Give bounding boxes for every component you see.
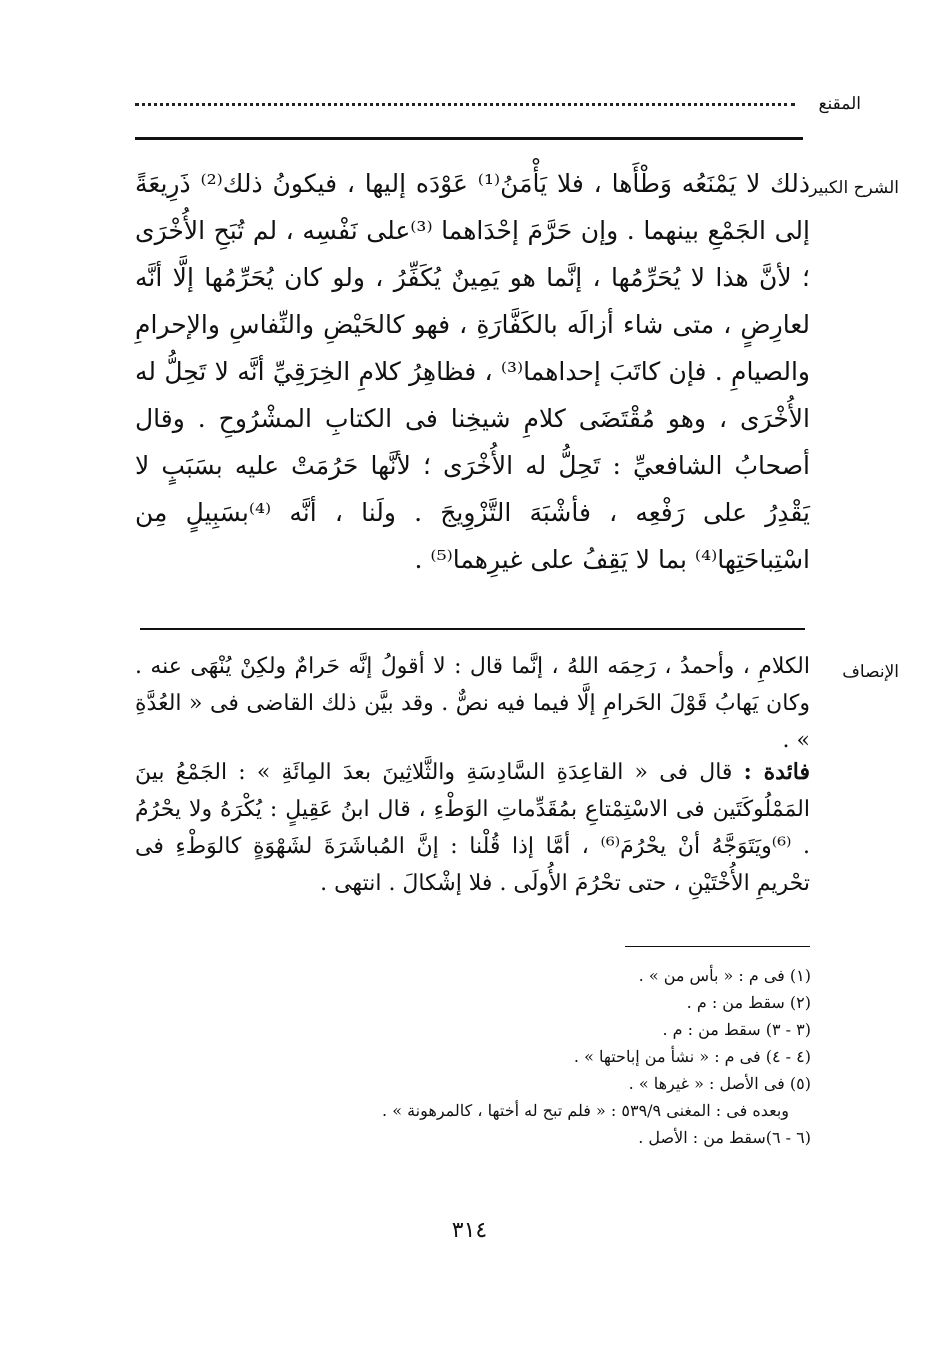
footnote-rule: [625, 946, 810, 947]
footnotes: [251, 962, 811, 1151]
header-dotted-leader: [135, 103, 795, 106]
section-label-sharh: الشرح الكبير: [809, 178, 899, 198]
footnote: (٤ - ٤) فى م : « نشأ من إباحتها » .: [573, 1047, 811, 1066]
fawaid-body: [135, 754, 810, 902]
footnote: (٣ - ٣) سقط من : م .: [662, 1020, 811, 1039]
footnote: (١) فى م : « بأس من » .: [638, 966, 811, 985]
header-rule: [135, 137, 803, 140]
insaf-paragraph: الكلامِ ، وأحمدُ ، رَحِمَه اللهُ ، إنَّما قال : لا أقولُ إنَّه حَرامٌ ولكِنْ يُنْهَى عنه . وكان يَهابُ قَوْلَ الحَرامِ إلَّا فيما فيه نصٌّ . وقد بيَّن ذلك القاضى فى « العُدَّةِ » .: [135, 654, 810, 753]
section-divider: [140, 628, 805, 630]
footnote: (٦ - ٦)سقط من : الأصل .: [638, 1128, 811, 1147]
fawaid-text: قال فى « القاعِدَةِ السَّادِسَةِ والثَّلاثِينَ بعدَ المِائَةِ » : الجَمْعُ بينَ المَمْلُوكَتَين فى الاسْتِمْتاعِ بمُقَدِّماتِ الوَطْءِ ، قال ابنُ عَقِيلٍ : يُكْرَهُ ولا يحْرُمُ . ⁽⁶⁾ويَتَوَجَّهُ أنْ يحْرُمَ⁽⁶⁾ ، أمَّا إذا قُلْنا : إنَّ المُباشَرَةَ لشَهْوَةٍ كالوَطْءِ فى تحْريمِ الأُخْتَيْنِ ، حتى تحْرُمَ الأُولَى . فلا إشْكالَ . انتهى .: [135, 760, 810, 896]
sharh-body: [135, 160, 810, 583]
section-label-insaf: الإنصاف: [842, 662, 899, 682]
fawaid-label: فائدة :: [743, 759, 811, 785]
fawaid-paragraph: [135, 754, 810, 902]
footnote: وبعده فى : المغنى ٥٣٩/٩ : « فلم تبح له أختها ، كالمرهونة » .: [382, 1101, 789, 1120]
footnote: (٥) فى الأصل : « غيرها » .: [628, 1074, 811, 1093]
sharh-paragraph: ذلك لا يَمْنَعُه وَطْأَها ، فلا يَأْمَنُ⁽¹⁾ عَوْدَه إليها ، فيكونُ ذلك⁽²⁾ ذَرِيعَةً إلى الجَمْعِ بينهما . وإن حَرَّمَ إحْدَاهما ⁽³⁾على نَفْسِه ، لم تُبَحِ الأُخْرَى ؛ لأنَّ هذا لا يُحَرِّمُها ، إنَّما هو يَمِينٌ يُكَفِّرُ ، ولو كان يُحَرِّمُها إلَّا أنَّه لعارِضٍ ، متى شاء أزالَه بالكَفَّارَةِ ، فهو كالحَيْضِ والنِّفاسِ والإحرامِ والصيامِ . فإن كاتَبَ إحداهما⁽³⁾ ، فظاهِرُ كلامِ الخِرَقِيِّ أنَّه لا تَحِلُّ له الأُخْرَى ، وهو مُقْتَضَى كلامِ شيخِنا فى الكتابِ المشْرُوحِ . وقال أصحابُ الشافعيِّ : تَحِلُّ له الأُخْرَى ؛ لأنَّها حَرُمَتْ عليه بسَبَبٍ لا يَقْدِرُ على رَفْعِه ، فأشْبَهَ التَّزْوِيجَ . ولَنا ، أنَّه ⁽⁴⁾بسَبِيلٍ مِن اسْتِباحَتِها⁽⁴⁾ بما لا يَقِفُ على غيرِهما⁽⁵⁾ .: [135, 169, 810, 574]
insaf-body: [135, 648, 810, 759]
page-number: ٣١٤: [451, 1218, 488, 1243]
running-header-title: المقنع: [818, 94, 861, 114]
footnote: (٢) سقط من : م .: [686, 993, 811, 1012]
